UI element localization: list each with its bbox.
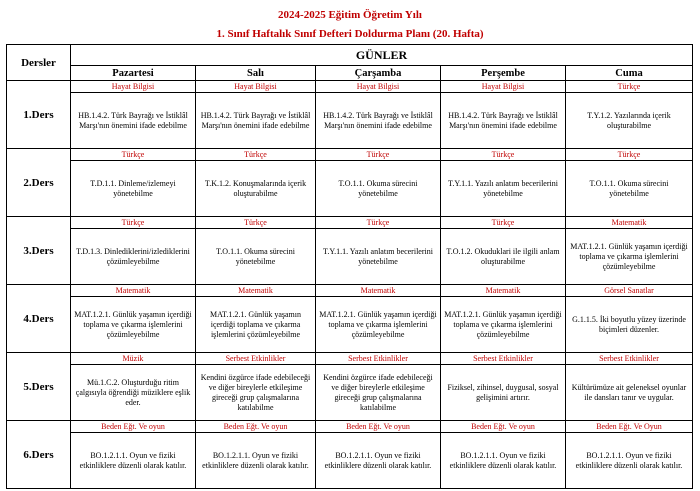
table-row [7, 421, 693, 489]
subject-label: Türkçe [71, 149, 195, 161]
schedule-cell [566, 353, 693, 421]
objective-text: T.Y.1.1. Yazılı anlatım becerilerini yönetebilme [448, 178, 558, 198]
subject-label: Matematik [566, 217, 692, 229]
objective-text: MAT.1.2.1. Günlük yaşamın içerdiği toplama ve çıkarma işlemlerini çözümleyebilme [210, 309, 301, 339]
lesson-label: 4.Ders [7, 285, 71, 353]
subject-label: Hayat Bilgisi [196, 81, 315, 93]
subject-label: Türkçe [441, 217, 565, 229]
objective-text: T.O.1.1. Okuma sürecini yönetebilme [338, 178, 418, 198]
schedule-cell [71, 81, 196, 149]
schedule-cell [566, 81, 693, 149]
schedule-cell [316, 217, 441, 285]
subject-label: Türkçe [316, 149, 440, 161]
subject-label: Serbest Etkinlikler [316, 353, 440, 365]
document-title: 2024-2025 Eğitim Öğretim Yılı [278, 9, 422, 21]
subject-label: Beden Eğt. Ve oyun [196, 421, 315, 433]
subject-label: Matematik [316, 285, 440, 297]
objective-text: G.1.1.5. İki boyutlu yüzey üzerinde biçimleri düzenler. [572, 314, 686, 334]
subject-label: Görsel Sanatlar [566, 285, 692, 297]
subject-label: Türkçe [566, 149, 692, 161]
objective-text: BO.1.2.1.1. Oyun ve fiziki etkinliklere düzenli olarak katılır. [79, 450, 187, 470]
objective-text: Fiziksel, zihinsel, duygusal, sosyal gelişimini artırır. [447, 382, 559, 402]
objective-text: BO.1.2.1.1. Oyun ve fiziki etkinliklere düzenli olarak katılır. [202, 450, 309, 470]
subject-label: Matematik [196, 285, 315, 297]
subject-label: Hayat Bilgisi [316, 81, 440, 93]
lesson-label: 5.Ders [7, 353, 71, 421]
lesson-label: 6.Ders [7, 421, 71, 489]
objective-text: BO.1.2.1.1. Oyun ve fiziki etkinliklere düzenli olarak katılır. [324, 450, 432, 470]
objective-text: T.Y.1.2. Yazılarında içerik oluşturabilme [587, 110, 671, 130]
subject-label: Beden Eğt. Ve Oyun [566, 421, 692, 433]
schedule-cell [196, 353, 316, 421]
objective-text: BO.1.2.1.1. Oyun ve fiziki etkinliklere düzenli olarak katılır. [575, 450, 683, 470]
day-header-cuma: Cuma [566, 66, 693, 81]
subject-label: Beden Eğt. Ve oyun [316, 421, 440, 433]
gunler-header: GÜNLER [71, 45, 693, 66]
objective-text: T.D.1.1. Dinleme/izlemeyi yönetebilme [90, 178, 176, 198]
subject-label: Beden Eğt. Ve oyun [441, 421, 565, 433]
objective-text: MAT.1.2.1. Günlük yaşamın içerdiği toplama ve çıkarma işlemlerini çözümleyebilme [319, 309, 437, 339]
schedule-cell [196, 217, 316, 285]
subject-label: Hayat Bilgisi [71, 81, 195, 93]
objective-text: Kültürümüze ait geleneksel oyunlar ile dansları tanır ve uygular. [571, 382, 687, 402]
schedule-cell [316, 149, 441, 217]
subject-label: Türkçe [196, 149, 315, 161]
objective-text: HB.1.4.2. Türk Bayrağı ve İstiklâl Marşı'nın önemini ifade edebilme [448, 110, 558, 130]
day-header-persembe: Perşembe [441, 66, 566, 81]
subject-label: Türkçe [441, 149, 565, 161]
subject-label: Türkçe [196, 217, 315, 229]
objective-text: HB.1.4.2. Türk Bayrağı ve İstiklâl Marşı'nın önemini ifade edebilme [200, 110, 311, 130]
objective-text: T.O.1.1. Okuma sürecini yönetebilme [216, 246, 295, 266]
schedule-cell [566, 149, 693, 217]
subject-label: Serbest Etkinlikler [566, 353, 692, 365]
table-row [7, 285, 693, 353]
schedule-cell [71, 353, 196, 421]
objective-text: BO.1.2.1.1. Oyun ve fiziki etkinliklere düzenli olarak katılır. [449, 450, 557, 470]
objective-text: T.K.1.2. Konuşmalarında içerik oluşturabilme [204, 178, 307, 198]
schedule-cell [441, 421, 566, 489]
schedule-cell [316, 285, 441, 353]
subject-label: Türkçe [71, 217, 195, 229]
lesson-label: 2.Ders [7, 149, 71, 217]
objective-text: HB.1.4.2. Türk Bayrağı ve İstiklâl Marşı'nın önemini ifade edebilme [78, 110, 188, 130]
schedule-cell [316, 353, 441, 421]
objective-text: MAT.1.2.1. Günlük yaşamın içerdiği toplama ve çıkarma işlemlerini çözümleyebilme [570, 241, 688, 271]
schedule-cell [71, 217, 196, 285]
objective-text: MAT.1.2.1. Günlük yaşamın içerdiği toplama ve çıkarma işlemlerini çözümleyebilme [444, 309, 562, 339]
schedule-cell [441, 285, 566, 353]
objective-text: Mü.1.C.2. Oluşturduğu ritim çalgısıyla öğrendiği müziklere eşlik eder. [75, 377, 191, 407]
subject-label: Serbest Etkinlikler [441, 353, 565, 365]
day-header-carsamba: Çarşamba [316, 66, 441, 81]
schedule-cell [71, 149, 196, 217]
schedule-cell [316, 421, 441, 489]
dersler-header: Dersler [7, 45, 71, 81]
schedule-cell [566, 421, 693, 489]
objective-text: T.O.1.1. Okuma sürecini yönetebilme [589, 178, 669, 198]
schedule-cell [441, 81, 566, 149]
schedule-cell [196, 285, 316, 353]
schedule-cell [196, 421, 316, 489]
lesson-label: 3.Ders [7, 217, 71, 285]
table-row [7, 81, 693, 149]
document-subtitle: 1. Sınıf Haftalık Sınıf Defteri Doldurma Planı (20. Hafta) [216, 28, 484, 40]
schedule-cell [566, 217, 693, 285]
objective-text: MAT.1.2.1. Günlük yaşamın içerdiği toplama ve çıkarma işlemlerini çözümleyebilme [74, 309, 192, 339]
subject-label: Hayat Bilgisi [441, 81, 565, 93]
table-row [7, 217, 693, 285]
table-row [7, 353, 693, 421]
schedule-cell [441, 353, 566, 421]
schedule-cell [316, 81, 441, 149]
schedule-cell [566, 285, 693, 353]
objective-text: T.D.1.3. Dinlediklerini/izlediklerini çözümleyebilme [76, 246, 190, 266]
day-header-sali: Salı [196, 66, 316, 81]
schedule-cell [71, 421, 196, 489]
schedule-cell [196, 81, 316, 149]
subject-label: Beden Eğt. Ve oyun [71, 421, 195, 433]
schedule-cell [441, 217, 566, 285]
schedule-cell [441, 149, 566, 217]
subject-label: Matematik [441, 285, 565, 297]
schedule-cell [71, 285, 196, 353]
subject-label: Türkçe [316, 217, 440, 229]
objective-text: HB.1.4.2. Türk Bayrağı ve İstiklâl Marşı'nın önemini ifade edebilme [323, 110, 433, 130]
subject-label: Müzik [71, 353, 195, 365]
objective-text: T.O.1.2. Okuduklari ile ilgili anlam oluşturabilme [446, 246, 560, 266]
weekly-schedule-table [6, 44, 693, 489]
objective-text: Kendini özgürce ifade edebileceği ve diğer bireylerle etkileşime gireceği grup çalışmalarına katılabilme [200, 372, 311, 412]
objective-text: Kendini özgürce ifade edebileceği ve diğer bireylerle etkileşime gireceği grup çalışmalarına katılabilme [323, 372, 433, 412]
subject-label: Matematik [71, 285, 195, 297]
day-header-pazartesi: Pazartesi [71, 66, 196, 81]
lesson-label: 1.Ders [7, 81, 71, 149]
table-row [7, 149, 693, 217]
objective-text: T.Y.1.1. Yazılı anlatım becerilerini yönetebilme [323, 246, 433, 266]
schedule-cell [196, 149, 316, 217]
subject-label: Türkçe [566, 81, 692, 93]
subject-label: Serbest Etkinlikler [196, 353, 315, 365]
